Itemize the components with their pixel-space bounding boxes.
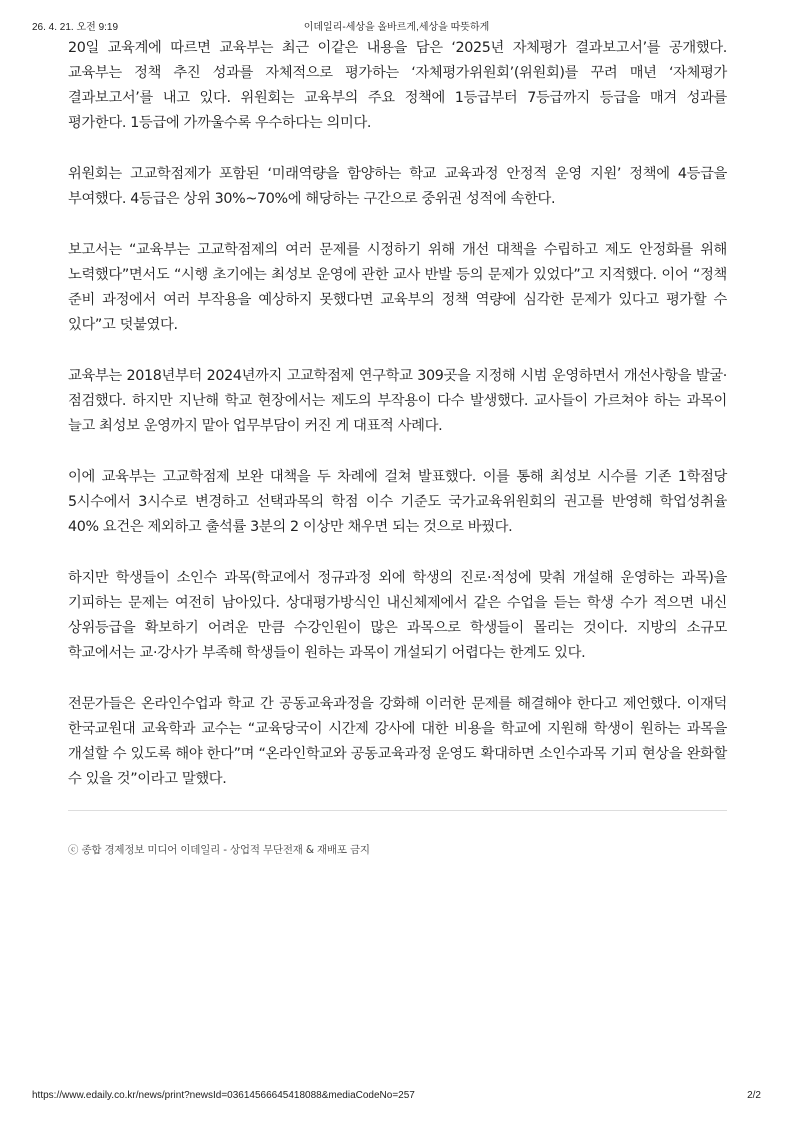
article-paragraph: 이에 교육부는 고교학점제 보완 대책을 두 차례에 걸쳐 발표했다. 이를 통해 최성보 시수를 기존 1학점당 5시수에서 3시수로 변경하고 선택과목의 학점 이수 기준도 국가교육위원회의 권고를 반영해 학업성취율 40% 요건은 제외하고 출석률 3분의 2 이상만 채우면 되는 것으로 바꿨다. [68, 469, 727, 535]
article-paragraph: 하지만 학생들이 소인수 과목(학교에서 정규과정 외에 학생의 진로·적성에 맞춰 개설해 운영하는 과목)을 기피하는 문제는 여전히 남아있다. 상대평가방식인 내신체제에서 같은 수업을 듣는 학생 수가 적으면 내신 상위등급을 확보하기 어려운 만큼 수강인원이 많은 과목으로 학생들이 몰리는 것이다. 지방의 소규모 학교에서는 교·강사가 부족해 학생들이 원하는 과목이 개설되기 어렵다는 한계도 있다. [68, 570, 727, 661]
print-date: 26. 4. 21. 오전 9:19 [32, 22, 119, 33]
article-paragraph: 20일 교육계에 따르면 교육부는 최근 이같은 내용을 담은 ‘2025년 자체평가 결과보고서’를 공개했다. 교육부는 정책 추진 성과를 자체적으로 평가하는 ‘자체평가위원회’(위원회)를 꾸려 매년 ‘자체평가 결과보고서’를 내고 있다. 위원회는 교육부의 주요 정책에 1등급부터 7등급까지 등급을 매겨 성과를 평가한다. 1등급에 가까울수록 우수하다는 의미다. [68, 40, 727, 131]
copyright-notice: ⓒ 종합 경제정보 미디어 이데일리 - 상업적 무단전재 & 재배포 금지 [68, 844, 370, 856]
print-header [32, 18, 761, 32]
article-body [68, 36, 727, 818]
page-number: 2/2 [747, 1090, 761, 1101]
article-paragraph: 전문가들은 온라인수업과 학교 간 공동교육과정을 강화해 이러한 문제를 해결해야 한다고 제언했다. 이재덕 한국교원대 교육학과 교수는 “교육당국이 시간제 강사에 대한 비용을 학교에 지원해 학생이 원하는 과목을 개설할 수 있도록 해야 한다”며 “온라인학교와 공동교육과정 운영도 확대하면 소인수과목 기피 현상을 완화할 수 있을 것”이라고 말했다. [68, 696, 727, 787]
print-page-title: 이데일리-세상을 올바르게,세상을 따뜻하게 [303, 22, 490, 33]
article-paragraph: 보고서는 “교육부는 고교학점제의 여러 문제를 시정하기 위해 개선 대책을 수립하고 제도 안정화를 위해 노력했다”면서도 “시행 초기에는 최성보 운영에 관한 교사 반발 등의 문제가 있었다”고 지적했다. 이어 “정책 준비 과정에서 여러 부작용을 예상하지 못했다면 교육부의 정책 역량에 심각한 문제가 있다고 평가할 수 있다”고 덧붙였다. [68, 242, 727, 333]
article-paragraph: 위원회는 고교학점제가 포함된 ‘미래역량을 함양하는 학교 교육과정 안정적 운영 지원’ 정책에 4등급을 부여했다. 4등급은 상위 30%~70%에 해당하는 구간으로 중위권 성적에 속한다. [68, 166, 727, 207]
article-paragraph: 교육부는 2018년부터 2024년까지 고교학점제 연구학교 309곳을 지정해 시범 운영하면서 개선사항을 발굴·점검했다. 하지만 지난해 학교 현장에서는 제도의 부작용이 다수 발생했다. 교사들이 가르쳐야 하는 과목이 늘고 최성보 운영까지 맡아 업무부담이 커진 게 대표적 사례다. [68, 368, 727, 434]
divider [68, 810, 727, 811]
print-footer [32, 1090, 761, 1104]
print-url: https://www.edaily.co.kr/news/print?newsId=03614566645418088&mediaCodeNo=257 [32, 1090, 415, 1101]
